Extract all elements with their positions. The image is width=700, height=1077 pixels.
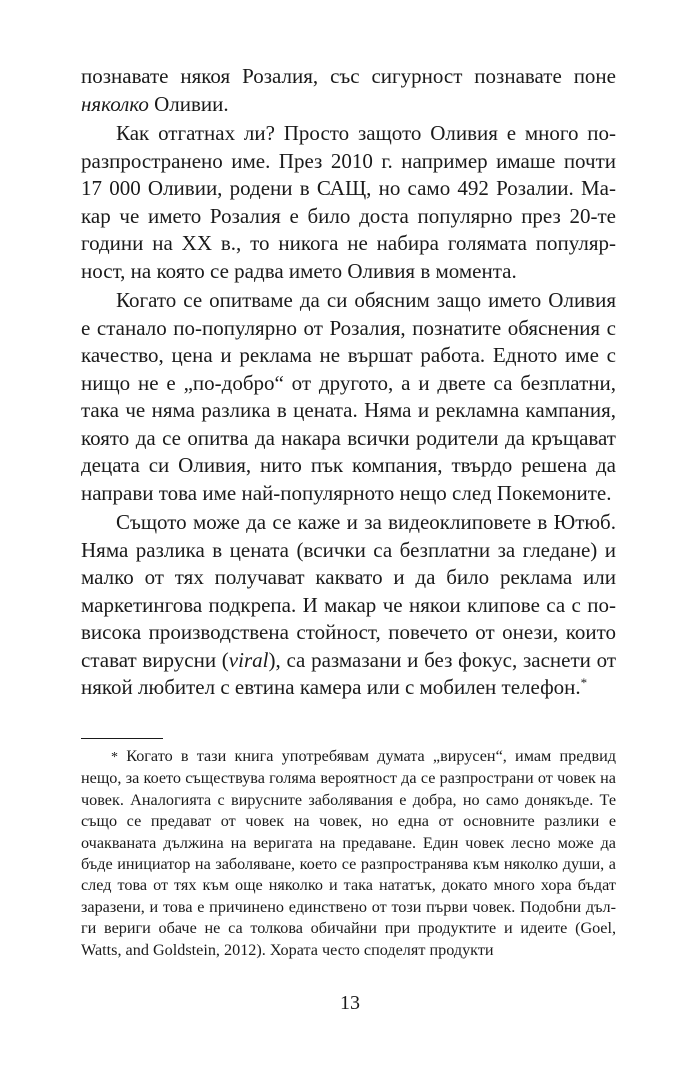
footnote-body: Когато в тази книга употребявам думата „вирусен“, имам предвид нещо, за което съществува голяма вероятност да се разпространи от човек на човек. Аналогията с вирусните заболявания е добра, но само донякъде. Те също се предават от човек на човек, но една от основните разлики е очакваната дължина на веригата на предаване. Един човек лесно може да бъде инициатор на заболяване, което се разпространява към няколко души, а след това от тях към още няколко и така нататък, докато много хора бъдат заразени, и това е причинено единствено от този първи човек. Подобни дълги вериги обаче не са толкова обичайни при продуктите и идеите (Goel, Watts, and Goldstein, 2012). Хората често споделят продукти: [81, 747, 616, 959]
footnote-text: [81, 746, 616, 961]
paragraph-2: Как отгатнах ли? Просто защото Оливия е много поразпространено име. През 2010 г. например имаше почти 17 000 Оливии, родени в САЩ, но само 492 Розалии. Макар че името Розалия е било доста популярно през 20-те години на XX в., то никога не набира голямата популярност, на която се радва името Оливия в момента.: [81, 121, 616, 283]
footnote-marker: *: [111, 750, 118, 765]
footnote: [81, 746, 616, 961]
main-text: [81, 63, 616, 702]
paragraph-3: Когато се опитваме да си обясним защо името Оливия е станало по-популярно от Розалия, познатите обяснения с качество, цена и реклама не вършат работа. Едното име с нищо не е „по-добро“ от другото, а и двете са безплатни, така че няма разлика в цената. Няма и рекламна кампания, която да се опитва да накара всички родители да кръщават децата си Оливия, нито пък компания, твърдо решена да направи това име най-популярното нещо след Покемоните.: [81, 288, 616, 505]
paragraph-4-text: Същото може да се каже и за видеоклиповете в Ютюб. Няма разлика в цената (всички са безплатни за гледане) и малко от тях получават каквато и да било реклама или маркетингова подкрепа. И макар че някои клипове са с по-висока производствена стойност, повечето от онези, които стават вирусни (: [81, 510, 616, 672]
paragraph-1: [81, 63, 616, 118]
paragraph-1-text-end: Оливии.: [148, 91, 229, 116]
paragraph-1-emphasis: няколко: [81, 91, 149, 116]
paragraph-4-text-end: ), са размазани и без фокус, заснети от някой любител с евтина камера или с мобилен телефон.: [81, 647, 616, 699]
footnote-divider: [81, 738, 163, 739]
footnote-reference[interactable]: *: [580, 675, 588, 690]
paragraph-1-text: познавате някоя Розалия, със сигурност познавате поне: [81, 64, 616, 88]
page-number: 13: [340, 992, 360, 1014]
paragraph-4: [81, 509, 616, 702]
paragraph-4-emphasis: viral: [228, 647, 269, 672]
